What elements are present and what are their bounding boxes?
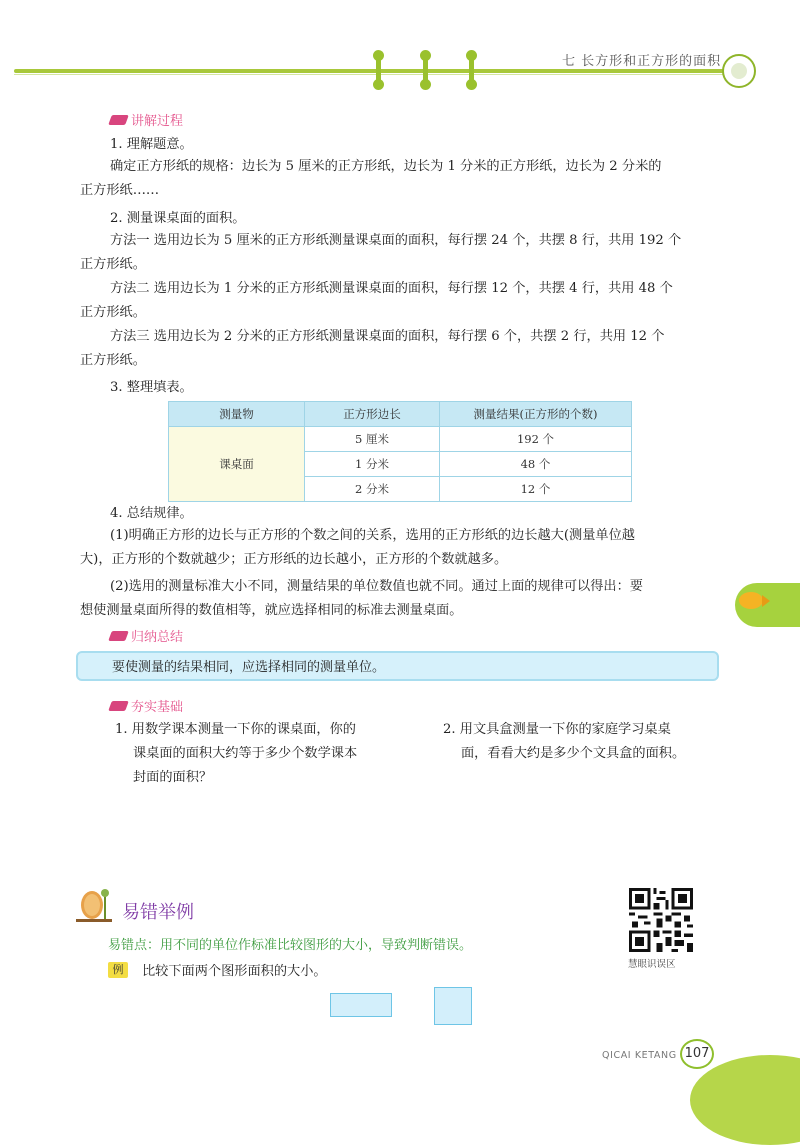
method-2: 方法二 选用边长为 1 分米的正方形纸测量课桌面的面积，每行摆 12 个，共摆 4 行，共用 48 个 [110, 281, 673, 296]
example-badge: 例 [108, 962, 128, 978]
figure-rectangle [330, 993, 392, 1017]
table-cell: 12 个 [440, 477, 632, 502]
table-cell: 48 个 [440, 452, 632, 477]
step-3: 3. 整理填表。 [110, 380, 193, 395]
example-text: 比较下面两个图形面积的大小。 [142, 964, 327, 979]
error-point-label: 易错点： [108, 938, 161, 953]
fish-icon [739, 592, 763, 609]
header-tick [469, 52, 474, 88]
table-cell: 192 个 [440, 427, 632, 452]
rule-2: (2)选用的测量标准大小不同，测量结果的单位数值也就不同。通过上面的规律可以得出：要 [110, 579, 643, 594]
mascot-icon [722, 54, 756, 88]
book-icon [108, 115, 129, 125]
table-cell: 2 分米 [305, 477, 440, 502]
step-2: 2. 测量课桌面的面积。 [110, 211, 246, 226]
error-point-text: 用不同的单位作标准比较图形的大小，导致判断错误。 [160, 938, 473, 953]
section-lecture-label: 讲解过程 [110, 110, 183, 129]
table-header: 测量结果(正方形的个数) [440, 402, 632, 427]
step1-text-cont: 正方形纸…… [80, 183, 160, 198]
figure-square [434, 987, 472, 1025]
table-cell-object: 课桌面 [169, 427, 305, 502]
error-section-title: 易错举例 [122, 902, 194, 923]
book-icon [108, 631, 129, 641]
rule-1-cont: 大)，正方形的个数就越少；正方形纸的边长越小，正方形的个数就越多。 [80, 552, 508, 567]
mascot-egg-icon [76, 885, 116, 923]
book-icon [108, 701, 129, 711]
step-1: 1. 理解题意。 [110, 137, 193, 152]
method-1-cont: 正方形纸。 [80, 257, 146, 272]
section-summary-label: 归纳总结 [110, 626, 183, 645]
table-cell: 5 厘米 [305, 427, 440, 452]
question-2-cont: 面，看看大约是多少个文具盒的面积。 [461, 746, 686, 761]
page-number: 107 [680, 1039, 714, 1069]
footer-brand: QICAI KETANG [602, 1050, 677, 1061]
method-1: 方法一 选用边长为 5 厘米的正方形纸测量课桌面的面积，每行摆 24 个，共摆 8 行，共用 192 个 [110, 233, 682, 248]
step1-text: 确定正方形纸的规格：边长为 5 厘米的正方形纸，边长为 1 分米的正方形纸，边长为 2 分米的 [110, 159, 662, 174]
method-3: 方法三 选用边长为 2 分米的正方形纸测量课桌面的面积，每行摆 6 个，共摆 2 行，共用 12 个 [110, 329, 665, 344]
qr-caption: 慧眼识误区 [628, 959, 676, 970]
question-1-cont: 封面的面积？ [133, 770, 213, 785]
question-1: 1. 用数学课本测量一下你的课桌面，你的 [115, 722, 356, 737]
question-2: 2. 用文具盒测量一下你的家庭学习桌桌 [443, 722, 671, 737]
table-header: 测量物 [169, 402, 305, 427]
corner-decoration [690, 1055, 800, 1145]
rule-1: (1)明确正方形的边长与正方形的个数之间的关系，选用的正方形纸的边长越大(测量单位越 [110, 528, 635, 543]
result-table [168, 401, 632, 502]
table-cell: 1 分米 [305, 452, 440, 477]
summary-box: 要使测量的结果相同，应选择相同的测量单位。 [76, 651, 719, 681]
table-header-row [169, 402, 632, 427]
header-tick [423, 52, 428, 88]
question-1-cont: 课桌面的面积大约等于多少个数学课本 [133, 746, 358, 761]
method-3-cont: 正方形纸。 [80, 353, 146, 368]
method-2-cont: 正方形纸。 [80, 305, 146, 320]
error-point [108, 934, 472, 953]
qr-code[interactable] [629, 888, 693, 952]
section-practice-label: 夯实基础 [110, 696, 183, 715]
header-tick [376, 52, 381, 88]
chapter-title: 七 长方形和正方形的面积 [562, 54, 722, 69]
step-4: 4. 总结规律。 [110, 506, 193, 521]
rule-2-cont: 想使测量桌面所得的数值相等，就应选择相同的标准去测量桌面。 [80, 603, 463, 618]
table-row [169, 427, 632, 452]
table-header: 正方形边长 [305, 402, 440, 427]
